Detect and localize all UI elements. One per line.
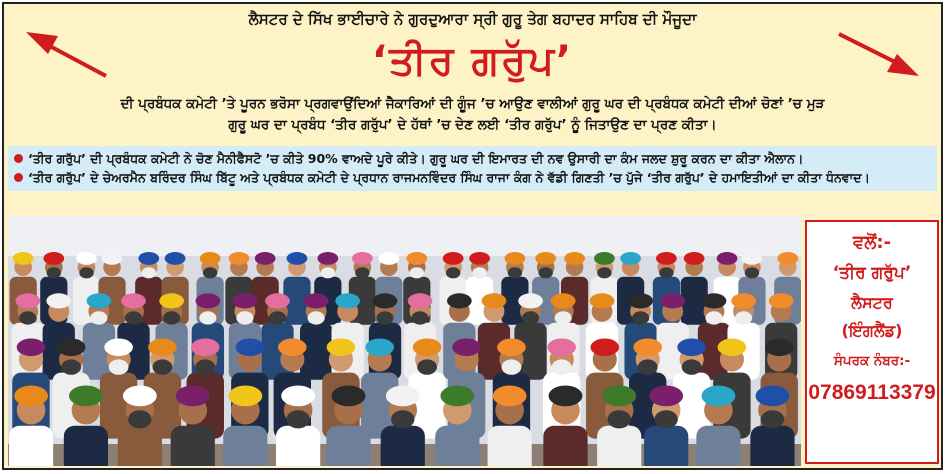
person-beard (502, 359, 522, 374)
person-turban (660, 293, 685, 308)
credit-country: (ਇੰਗਲੈਂਡ) (841, 321, 903, 340)
person-turban (236, 339, 265, 357)
person-turban (590, 293, 615, 308)
person-turban (702, 386, 736, 407)
credit-city: ਲੈਸਟਰ (851, 293, 893, 312)
person-beard (163, 311, 180, 324)
person-beard (632, 311, 649, 324)
person-beard (376, 311, 393, 324)
person-turban (165, 252, 186, 265)
person-beard (745, 267, 759, 278)
person-turban (46, 293, 71, 308)
person-turban (440, 386, 474, 407)
person-turban (200, 252, 221, 265)
person-turban (447, 293, 472, 308)
person-beard (199, 311, 216, 324)
person-beard (555, 311, 572, 324)
person-turban (497, 339, 526, 357)
person-beard (508, 267, 522, 278)
person-body (9, 426, 53, 466)
person-beard (142, 267, 156, 278)
person-turban (317, 252, 338, 265)
person-turban (649, 386, 683, 407)
person-beard (125, 311, 142, 324)
person-turban (332, 386, 366, 407)
person-turban (278, 339, 307, 357)
person-turban (159, 293, 184, 308)
bullet-dot-icon (14, 154, 23, 163)
person-turban (717, 252, 738, 265)
person-body (326, 426, 370, 466)
credit-phone: 07869113379 (808, 381, 936, 404)
person-beard (203, 267, 217, 278)
person-beard (705, 311, 722, 324)
person-turban (327, 339, 356, 357)
person-turban (590, 339, 619, 357)
credit-contact-label: ਸੰਪਰਕ ਨੰਬਰ:- (833, 353, 911, 369)
person-turban (518, 293, 543, 308)
person-body (644, 426, 688, 466)
person-turban (76, 252, 97, 265)
bullet-list (8, 146, 937, 191)
newspaper-advert (2, 2, 943, 470)
person-turban (191, 339, 220, 357)
person-turban (628, 293, 653, 308)
person-turban (304, 293, 329, 308)
credit-box (805, 220, 939, 464)
person-turban (620, 252, 641, 265)
person-body (276, 426, 320, 466)
person-beard (682, 359, 702, 374)
person-beard (522, 311, 539, 324)
person-turban (702, 293, 727, 308)
bullet-text: ‘ਤੀਰ ਗਰੁੱਪ’ ਦੇ ਚੇਅਰਮੈਨ ਬਰਿੰਦਰ ਸਿੰਘ ਬਿੱਟੂ ਅਤੇ ਪ੍ਰਬੰਧਕ ਕਮੇਟੀ ਦੇ ਪ੍ਰਧਾਨ ਰਾਜਮਨਵਿੰਦਰ ਸਿੰਘ ਰਾਜਾ ਕੰਗ ਨੇ ਵੱਡੀ ਗਿਣਤੀ ’ਚ ਪੁੱਜੇ ‘ਤੀਰ ਗਰੁੱਪ’ ਦੇ ਹਮਾਇਤੀਆਂ ਦਾ ਕੀਤਾ ਧੰਨਵਾਦ। (28, 170, 870, 185)
person-turban (406, 252, 427, 265)
person-turban (549, 386, 583, 407)
person-turban (255, 252, 276, 265)
group-photo (8, 216, 801, 466)
bullet-item (8, 149, 937, 168)
person-beard (195, 359, 215, 374)
person-turban (656, 252, 677, 265)
person-beard (608, 410, 631, 428)
group-photo-illustration (8, 216, 801, 466)
person-turban (547, 339, 576, 357)
person-turban (15, 293, 40, 308)
person-beard (61, 359, 81, 374)
person-turban (684, 252, 705, 265)
person-body (381, 426, 425, 466)
person-beard (236, 311, 253, 324)
person-turban (365, 339, 394, 357)
person-turban (482, 293, 507, 308)
person-turban (493, 386, 527, 407)
person-turban (17, 339, 46, 357)
person-turban (121, 293, 146, 308)
person-turban (443, 252, 464, 265)
person-turban (535, 252, 556, 265)
person-beard (411, 311, 428, 324)
person-beard (79, 267, 93, 278)
person-turban (228, 386, 262, 407)
person-beard (552, 359, 572, 374)
person-turban (352, 252, 373, 265)
person-body (435, 426, 479, 466)
person-body (223, 426, 267, 466)
person-turban (452, 339, 481, 357)
person-turban (602, 386, 636, 407)
person-beard (654, 410, 677, 428)
person-turban (677, 339, 706, 357)
credit-group-name: ‘ਤੀਰ ਗਰੁੱਪ’ (832, 263, 912, 283)
person-beard (761, 410, 784, 428)
person-turban (104, 339, 133, 357)
person-turban (373, 293, 398, 308)
bullet-text: ‘ਤੀਰ ਗਰੁੱਪ’ ਦੀ ਪ੍ਰਬੰਧਕ ਕਮੇਟੀ ਨੇ ਚੋਣ ਮੈਨੀਫੈਸਟੋ ’ਚ ਕੀਤੇ 90% ਵਾਅਦੇ ਪੂਰੇ ਕੀਤੇ। ਗੁਰੂ ਘਰ ਦੀ ਇਮਾਰਤ ਦੀ ਨਵ ਉਸਾਰੀ ਦਾ ਕੰਮ ਜਲਦ ਸ਼ੁਰੂ ਕਰਨ ਦਾ ਕੀਤਾ ਐਲਾਨ। (28, 151, 804, 166)
person-turban (57, 339, 86, 357)
person-body (118, 426, 162, 466)
person-turban (14, 386, 48, 407)
person-turban (551, 293, 576, 308)
intro-line: ਦੀ ਪ੍ਰਬੰਧਕ ਕਮੇਟੀ ’ਤੇ ਪੂਰਨ ਭਰੋਸਾ ਪ੍ਰਗਵਾਉਂਦਿਆਂ ਜੈਕਾਰਿਆਂ ਦੀ ਗੂੰਜ ’ਚ ਆਉਣ ਵਾਲੀਆਂ ਗੁਰੂ ਘਰ ਦੀ ਪ੍ਰਬੰਧਕ ਕਮੇਟੀ ਦੀਆਂ ਚੋਣਾਂ ’ਚ ਮੁੜ (120, 96, 825, 112)
photo-ceiling (8, 216, 801, 256)
person-turban (594, 252, 615, 265)
person-turban (378, 252, 399, 265)
person-beard (538, 267, 552, 278)
person-beard (109, 359, 129, 374)
person-turban (756, 386, 790, 407)
person-turban (229, 252, 250, 265)
person-beard (90, 311, 107, 324)
person-body (171, 426, 215, 466)
person-beard (597, 267, 611, 278)
person-beard (355, 267, 369, 278)
bullet-dot-icon (14, 173, 23, 182)
person-turban (742, 252, 763, 265)
intro-paragraph (12, 94, 933, 136)
person-beard (659, 267, 673, 278)
person-body (750, 426, 794, 466)
person-beard (638, 359, 658, 374)
bullet-item (8, 168, 937, 187)
headline: ਲੈਸਟਰ ਦੇ ਸਿੱਖ ਭਾਈਚਾਰੇ ਨੇ ਗੁਰਦੁਆਰਾ ਸ੍ਰੀ ਗੁਰੂ ਤੇਗ ਬਹਾਦਰ ਸਾਹਿਬ ਦੀ ਮੌਜੂਦਾ (248, 10, 697, 28)
person-turban (196, 293, 221, 308)
person-turban (408, 293, 433, 308)
person-turban (505, 252, 526, 265)
person-beard (391, 410, 414, 428)
credit-from: ਵਲੋਂ:- (852, 232, 892, 253)
person-body (488, 426, 532, 466)
person-beard (410, 267, 424, 278)
person-beard (321, 267, 335, 278)
brand-title: ‘ਤੀਰ ਗਰੁੱਪ’ (371, 38, 574, 84)
person-beard (417, 359, 437, 374)
person-turban (138, 252, 159, 265)
person-turban (386, 386, 420, 407)
person-turban (43, 252, 64, 265)
person-beard (153, 359, 173, 374)
person-turban (148, 339, 177, 357)
person-beard (269, 311, 286, 324)
person-beard (308, 311, 325, 324)
person-turban (69, 386, 103, 407)
person-body (64, 426, 108, 466)
person-beard (446, 267, 460, 278)
person-turban (633, 339, 662, 357)
person-turban (564, 252, 585, 265)
person-turban (281, 386, 315, 407)
person-turban (777, 252, 798, 265)
person-turban (469, 252, 490, 265)
person-beard (19, 311, 36, 324)
person-turban (87, 293, 112, 308)
person-turban (413, 339, 442, 357)
person-body (696, 426, 740, 466)
person-turban (176, 386, 210, 407)
intro-line: ਗੁਰੂ ਘਰ ਦਾ ਪ੍ਰਬੰਧ ‘ਤੀਰ ਗਰੁੱਪ’ ਦੇ ਹੱਥਾਂ ’ਚ ਦੇਣ ਲਈ ‘ਤੀਰ ਗਰੁੱਪ’ ਨੂੰ ਜਿਤਾਉਣ ਦਾ ਪ੍ਰਣ ਕੀਤਾ। (228, 117, 717, 133)
person-turban (287, 252, 308, 265)
person-beard (286, 410, 309, 428)
person-beard (128, 410, 151, 428)
person-turban (731, 293, 756, 308)
person-beard (735, 311, 752, 324)
person-turban (13, 252, 34, 265)
person-turban (765, 339, 794, 357)
person-beard (47, 267, 61, 278)
person-beard (472, 267, 486, 278)
person-turban (718, 339, 747, 357)
person-turban (102, 252, 123, 265)
person-turban (335, 293, 360, 308)
person-body (597, 426, 641, 466)
person-turban (233, 293, 258, 308)
person-turban (123, 386, 157, 407)
person-turban (769, 293, 794, 308)
person-body (543, 426, 587, 466)
person-turban (265, 293, 290, 308)
